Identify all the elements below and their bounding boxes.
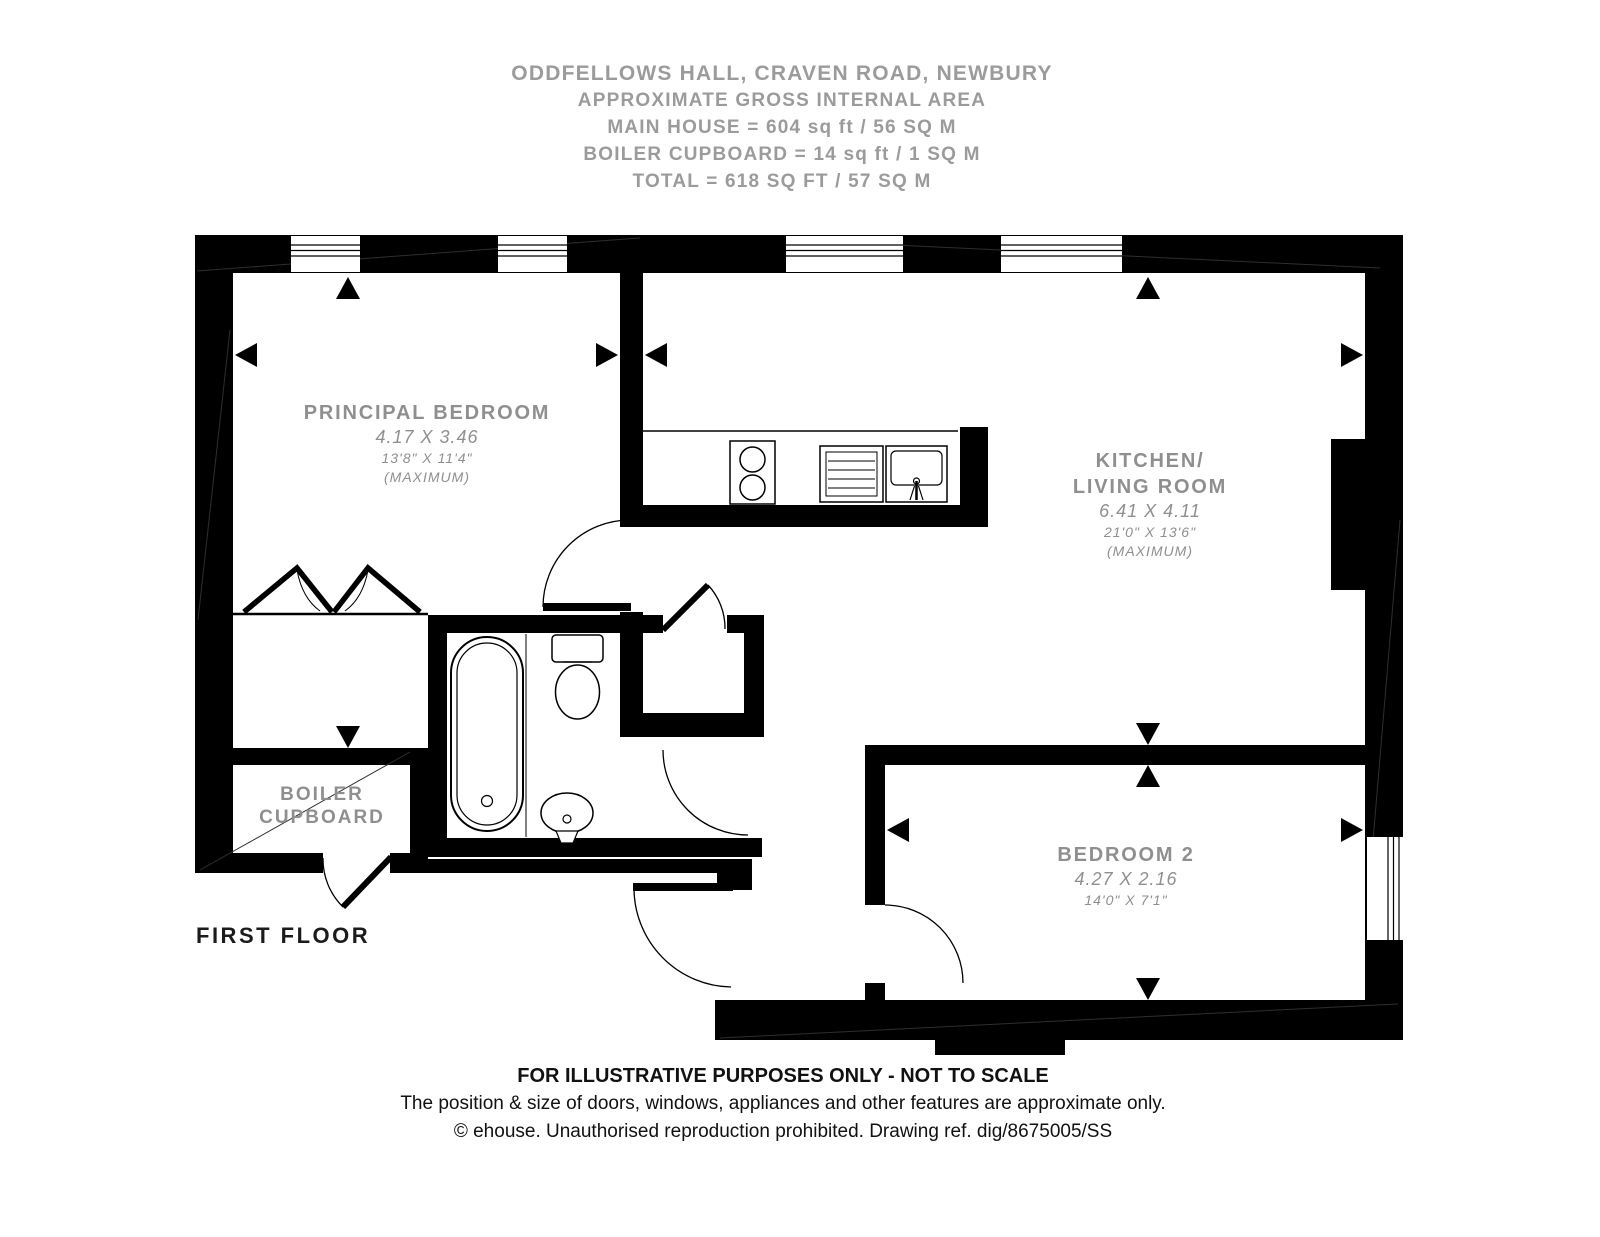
wall-bedroom2-left — [865, 745, 885, 905]
wall-boiler-right — [410, 748, 428, 873]
walls — [195, 235, 1403, 1055]
arrow-bedroom2-down — [1136, 978, 1160, 1000]
room-dim-imperial: 14'0" X 7'1" — [1084, 892, 1168, 908]
windows — [291, 236, 1403, 940]
window-bedroom2-side — [1367, 837, 1403, 940]
copyright-text: © ehouse. Unauthorised reproduction prohibited. Drawing ref. dig/8675005/SS — [453, 1121, 1113, 1142]
disclaimer-title: FOR ILLUSTRATIVE PURPOSES ONLY - NOT TO SCALE — [517, 1065, 1049, 1087]
door-boiler-cupboard — [323, 857, 391, 907]
wall-boiler-bottom-right — [390, 853, 412, 873]
address-title: ODDFELLOWS HALL, CRAVEN ROAD, NEWBURY — [511, 62, 1053, 85]
room-note: (MAXIMUM) — [1107, 543, 1193, 559]
footer-block — [400, 1062, 1165, 1146]
room-dim-metric: 4.17 X 3.46 — [375, 427, 479, 447]
sink-icon — [886, 446, 947, 502]
arrow-bedroom-up — [336, 277, 360, 299]
label-kitchen-living — [1073, 448, 1227, 560]
floor-label: FIRST FLOOR — [196, 923, 371, 948]
wall-bathroom-bottom — [428, 838, 762, 857]
door-principal-bedroom — [543, 520, 631, 611]
arrow-divider-down — [1136, 723, 1160, 745]
door-hall — [633, 883, 733, 987]
room-name: BEDROOM 2 — [1057, 844, 1195, 866]
wall-kitchen-bedroom2-divider — [865, 745, 1403, 765]
wall-bathroom-left — [428, 633, 447, 838]
wall-bedroom-kitchen-divider — [620, 273, 643, 527]
window-kitchen-2 — [1001, 236, 1122, 272]
arrow-bedroom-down — [336, 726, 360, 748]
total-area: TOTAL = 618 SQ FT / 57 SQ M — [632, 171, 932, 192]
disclaimer-text: The position & size of doors, windows, appliances and other features are approximate only. — [400, 1093, 1166, 1114]
main-house-area: MAIN HOUSE = 604 sq ft / 56 SQ M — [607, 117, 957, 138]
title-block — [511, 60, 1052, 195]
arrow-bedroom2-left — [887, 818, 909, 842]
toilet-icon — [552, 635, 603, 719]
room-note: (MAXIMUM) — [383, 469, 470, 485]
wall-bottom — [715, 1000, 1403, 1040]
window-kitchen-1 — [786, 236, 903, 272]
area-subtitle: APPROXIMATE GROSS INTERNAL AREA — [577, 90, 987, 111]
wall-alcove-bottom — [620, 713, 764, 737]
basin-icon — [541, 793, 593, 843]
room-name-line1: KITCHEN/ — [1095, 450, 1205, 472]
wall-bathroom-top — [428, 615, 643, 633]
kitchen-fittings — [643, 431, 958, 504]
arrow-bedroom-right — [596, 343, 618, 367]
label-boiler-cupboard — [259, 783, 385, 829]
arrow-kitchen-up — [1136, 277, 1160, 299]
wall-bedroom-bottom — [195, 748, 428, 765]
window-bedroom-2 — [498, 236, 567, 272]
door-kitchen-living — [663, 585, 725, 630]
room-name-line2: CUPBOARD — [259, 807, 385, 828]
arrow-bedroom-left — [235, 343, 257, 367]
hob-icon — [730, 441, 775, 504]
room-dim-imperial: 21'0" X 13'6" — [1103, 524, 1197, 540]
room-name-line2: LIVING ROOM — [1072, 476, 1228, 498]
room-dim-imperial: 13'8" X 11'4" — [381, 450, 473, 466]
room-dim-metric: 6.41 X 4.11 — [1099, 501, 1201, 521]
arrow-bedroom2-right — [1341, 818, 1363, 842]
wall-bottom-step — [935, 1040, 1065, 1055]
door-bathroom — [663, 750, 748, 835]
label-bedroom-2 — [1057, 842, 1194, 910]
wall-alcove-top-left — [643, 615, 663, 633]
wall-hatching — [197, 238, 1400, 1038]
label-principal-bedroom — [304, 400, 551, 486]
boiler-cupboard-area: BOILER CUPBOARD = 14 sq ft / 1 SQ M — [583, 144, 981, 165]
window-bedroom-1 — [291, 236, 360, 272]
door-bedroom2 — [885, 905, 963, 983]
bathtub-icon — [451, 637, 523, 831]
wall-hall-strip — [412, 859, 752, 873]
wardrobe-symbol — [232, 568, 428, 614]
room-name-line1: BOILER — [280, 784, 364, 805]
wall-boiler-bottom-left — [195, 853, 323, 873]
arrow-divider-up — [1136, 765, 1160, 787]
chimney-breast — [1331, 439, 1367, 590]
arrow-kitchen-right — [1341, 343, 1363, 367]
room-dim-metric: 4.27 X 2.16 — [1074, 869, 1178, 889]
wall-counter-bottom — [643, 505, 988, 527]
drainer-icon — [820, 446, 883, 502]
arrow-kitchen-left — [645, 343, 667, 367]
wall-left — [195, 273, 233, 873]
room-name: PRINCIPAL BEDROOM — [303, 402, 551, 424]
bathroom-fittings — [451, 634, 603, 843]
